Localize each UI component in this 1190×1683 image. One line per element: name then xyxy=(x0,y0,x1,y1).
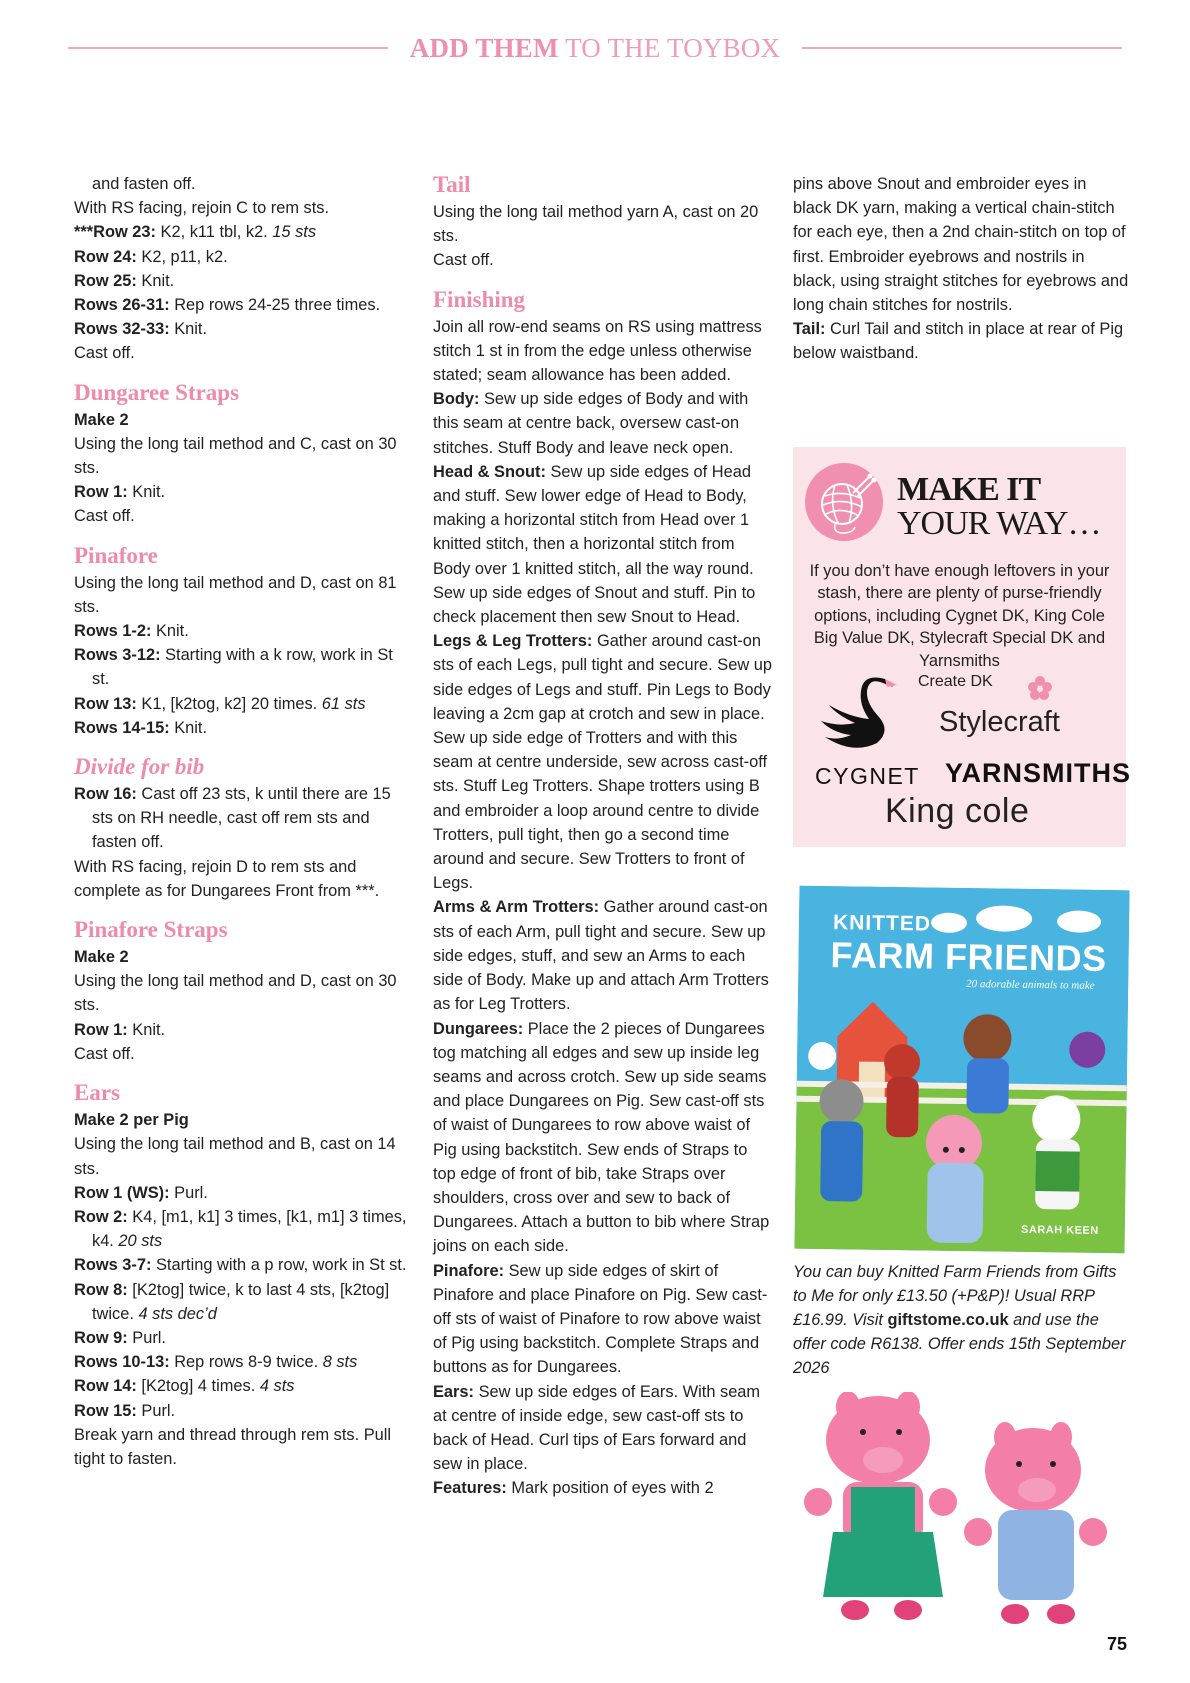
create-dk-label: Create DK xyxy=(918,673,993,690)
promo-text: If you don’t have enough leftovers in your stash, there are plenty of purse-friendly options, including Cygnet DK, King Cole Big Value DK, Stylecraft Special DK and Yarnsmiths xyxy=(809,562,1110,670)
pattern-row: Row 14: [K2tog] 4 times. 4 sts xyxy=(74,1377,295,1396)
instruction-tail: Tail: Curl Tail and stitch in place at rear of Pig below waistband. xyxy=(793,320,1124,363)
text-line: pins above Snout and embroider eyes in black DK yarn, making a vertical chain-stitch for each eye, then a 2nd chain-stitch on top of first. Embroider eyebrows and nostrils in black, using straight stitches for eyebrows and long chain stitches for nostrils. xyxy=(793,175,1129,315)
pattern-row: Row 16: Cast off 23 sts, k until there are 15 sts on RH needle, cast off rem sts and fasten off. xyxy=(74,785,391,852)
instruction-legs: Legs & Leg Trotters: Gather around cast-on sts of each Legs, pull tight and secure. Sew up side edges of Legs and stuff. Pin Legs to Body leaving a 2cm gap at crotch and sew in place. Sew up side edge of Trotters and with this seam at centre underside, sew across cast-off sts. Stuff Leg Trotters. Shape trotters using B and embroider a loop around centre to divide Trotters, pull tight, then go a second time around and secure. Sew Trotters to front of Legs. xyxy=(433,632,772,893)
text-line: Join all row-end seams on RS using mattress stitch 1 st in from the edge unless otherwise stated; seam allowance has been added. xyxy=(433,317,762,385)
instruction-head: Head & Snout: Sew up side edges of Head and stuff. Sew lower edge of Head to Body, making a horizontal stitch from Head over 1 knitted stitch, then a horizontal stitch from Body over 1 knitted stitch, all the way round. Sew up side edges of Snout and stuff. Pin to check placement then sew Snout to Head. xyxy=(433,462,756,627)
pattern-row: Row 8: [K2tog] twice, k to last 4 sts, [k2tog] twice. 4 sts dec’d xyxy=(74,1280,390,1323)
pattern-row: Row 1: Knit. xyxy=(74,1020,166,1039)
offer-link[interactable]: giftstome.co.uk xyxy=(887,1311,1009,1329)
pattern-row: Row 15: Purl. xyxy=(74,1401,176,1420)
instruction-features: Features: Mark position of eyes with 2 xyxy=(433,1479,714,1498)
instruction-arms: Arms & Arm Trotters: Gather around cast-on sts of each Arm, pull tight and secure. Sew up side edges, stuff, and sew an Arms to each side of Body. Make up and attach Arm Trotters as for Leg Trotters. xyxy=(433,898,769,1014)
text-line: Using the long tail method and D, cast on 81 sts. xyxy=(74,573,397,616)
pattern-row: Row 1 (WS): Purl. xyxy=(74,1183,208,1202)
brand-kingcole: King cole xyxy=(885,792,1030,830)
pattern-row: Rows 26-31: Rep rows 24-25 three times. xyxy=(74,296,381,315)
heading-finishing: Finishing xyxy=(433,286,526,312)
brand-cygnet: CYGNET xyxy=(815,763,920,789)
promo-heading-2: YOUR WAY… xyxy=(897,505,1101,542)
cover-author: SARAH KEEN xyxy=(1020,1223,1099,1237)
text-line: Using the long tail method yarn A, cast on 20 sts. xyxy=(433,203,759,246)
book-cover-image xyxy=(794,886,1129,1254)
column-1 xyxy=(74,172,414,1471)
cover-subtitle: 20 adorable animals to make xyxy=(966,978,1095,992)
make-count: Make 2 xyxy=(74,410,129,429)
page-header xyxy=(68,28,1122,68)
heading-dungaree-straps: Dungaree Straps xyxy=(74,379,240,405)
brand-yarnsmiths: YARNSMITHS xyxy=(945,758,1132,788)
pattern-row: Row 1: Knit. xyxy=(74,483,166,502)
pattern-row: Rows 14-15: Knit. xyxy=(74,718,208,737)
pattern-row: Rows 3-12: Starting with a k row, work in St st. xyxy=(74,646,393,689)
cover-title: FARM FRIENDS xyxy=(830,934,1107,980)
text-line: Cast off. xyxy=(74,507,135,526)
pattern-row: Row 2: K4, [m1, k1] 3 times, [k1, m1] 3 times, k4. 20 sts xyxy=(74,1207,407,1251)
swan-logo-icon xyxy=(813,675,923,770)
flower-icon xyxy=(1025,673,1055,708)
instruction-dungarees: Dungarees: Place the 2 pieces of Dungarees tog matching all edges and sew up inside leg seams and across crotch. Sew up side seams and place Dungarees on Pig. Sew cast-off sts of waist of Dungarees to row above waist of Pig using backstitch. Sew ends of Straps to top edge of front of bib, take Straps over shoulders, cross over and sew to back of Dungarees. Attach a button to bib where Strap joins on each side. xyxy=(433,1019,770,1256)
pattern-row: Rows 1-2: Knit. xyxy=(74,622,189,641)
book-offer-caption: You can buy Knitted Farm Friends from Gifts to Me for only £13.50 (+P&P)! Usual RRP £16.99. Visit giftstome.co.uk and use the offer code R6138. Offer ends 15th September 2026 xyxy=(793,1263,1126,1377)
knitted-pigs-photo xyxy=(793,1392,1133,1637)
heading-pinafore: Pinafore xyxy=(74,542,158,568)
instruction-ears: Ears: Sew up side edges of Ears. With seam at centre of inside edge, sew cast-off sts to back of Head. Curl tips of Ears forward and sew in place. xyxy=(433,1382,761,1474)
text-line: Break yarn and thread through rem sts. Pull tight to fasten. xyxy=(74,1425,392,1468)
heading-tail: Tail xyxy=(433,172,471,197)
heading-ears: Ears xyxy=(74,1080,120,1106)
text-line: Cast off. xyxy=(433,251,494,270)
section-title: ADD THEM TO THE TOYBOX xyxy=(409,32,781,63)
text-line: Using the long tail method and D, cast on 30 sts. xyxy=(74,972,397,1015)
text-line: and fasten off. xyxy=(92,175,196,193)
pattern-row: Row 13: K1, [k2tog, k2] 20 times. 61 sts xyxy=(74,694,366,713)
text-line: Cast off. xyxy=(74,1044,135,1063)
heading-pinafore-straps: Pinafore Straps xyxy=(74,917,228,943)
cover-kicker: KNITTED xyxy=(832,911,932,936)
text-line: Using the long tail method and C, cast on 30 sts. xyxy=(74,434,397,478)
text-line: Cast off. xyxy=(74,344,135,363)
column-2 xyxy=(433,172,773,1501)
pattern-row: ***Row 23: K2, k11 tbl, k2. 15 sts xyxy=(74,223,317,242)
promo-heading: MAKE IT xyxy=(897,471,1041,508)
pattern-row: Row 25: Knit. xyxy=(74,271,175,290)
page-number: 75 xyxy=(1106,1634,1127,1654)
brand-stylecraft: Stylecraft xyxy=(939,706,1060,738)
text-line: Using the long tail method and B, cast on 14 sts. xyxy=(74,1135,396,1178)
text-line: With RS facing, rejoin D to rem sts and complete as for Dungarees Front from ***. xyxy=(74,857,380,900)
yarn-ball-icon xyxy=(805,463,883,541)
pattern-row: Rows 32-33: Knit. xyxy=(74,320,208,339)
pattern-row: Rows 10-13: Rep rows 8-9 twice. 8 sts xyxy=(74,1353,358,1372)
header-rule-right xyxy=(802,47,1122,49)
instruction-pinafore: Pinafore: Sew up side edges of skirt of Pinafore and place Pinafore on Pig. Sew cast-off sts of waist of Pinafore to row above waist of Pig using backstitch. Complete Straps and buttons as for Dungarees. xyxy=(433,1261,768,1377)
instruction-body: Body: Sew up side edges of Body and with this seam at centre back, oversew cast-on stitches. Stuff Body and leave neck open. xyxy=(433,390,749,457)
pattern-row: Row 9: Purl. xyxy=(74,1328,166,1347)
column-3 xyxy=(793,172,1129,366)
make-count: Make 2 xyxy=(74,948,129,967)
make-it-your-way-box xyxy=(793,447,1132,847)
make-count: Make 2 per Pig xyxy=(74,1111,189,1130)
heading-divide-for-bib: Divide for bib xyxy=(74,754,205,780)
text-line: With RS facing, rejoin C to rem sts. xyxy=(74,199,330,218)
header-rule-left xyxy=(68,47,388,49)
pattern-row: Rows 3-7: Starting with a p row, work in St st. xyxy=(74,1256,407,1275)
pattern-row: Row 24: K2, p11, k2. xyxy=(74,247,228,266)
